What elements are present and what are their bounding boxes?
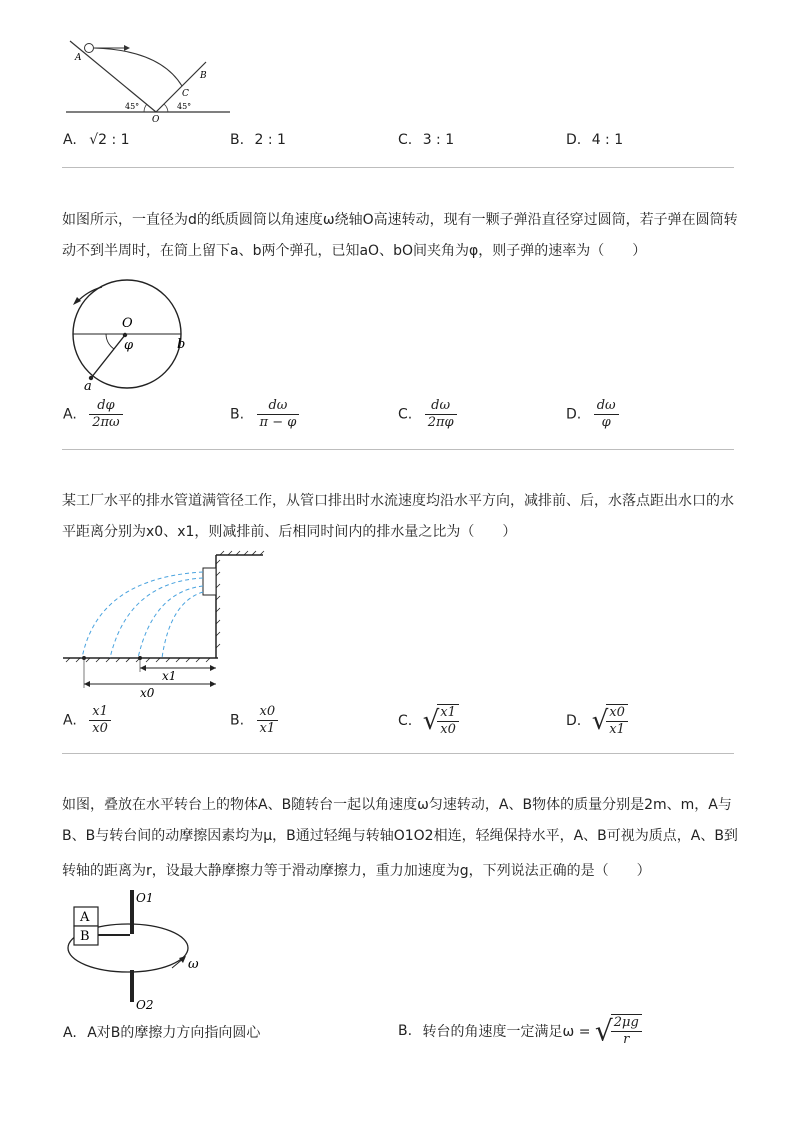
option-a[interactable]	[63, 398, 123, 431]
numerator: dφ	[89, 398, 122, 415]
question-text: 如图，叠放在水平转台上的物体A、B随转台一起以角速度ω匀速转动，A、B物体的质量分别是2m、m，A与	[62, 797, 732, 813]
question-text: 动不到半周时，在筒上留下a、b两个弹孔，已知aO、bO间夹角为φ，则子弹的速率为（ ）	[62, 243, 647, 259]
numerator: x0	[606, 705, 628, 722]
label-x0: x0	[140, 686, 155, 700]
trajectory	[94, 48, 182, 86]
label-A: A	[80, 910, 90, 925]
label-C: C	[182, 89, 189, 99]
numerator: dω	[425, 398, 457, 415]
divider	[62, 753, 734, 754]
angle-right-label: 45°	[177, 102, 192, 111]
option-letter: D.	[566, 406, 582, 423]
lower-shaft	[130, 970, 134, 1002]
upper-shaft	[130, 890, 134, 934]
denominator: φ	[601, 415, 611, 430]
pipe-outlet	[203, 568, 216, 595]
option-c[interactable]	[398, 704, 459, 738]
label-O: O	[122, 316, 133, 331]
denominator: x1	[609, 722, 625, 737]
option-a[interactable]	[63, 1022, 260, 1042]
numerator: x0	[257, 704, 279, 721]
numerator: x1	[437, 705, 459, 722]
sqrt-sign: √	[594, 1014, 613, 1048]
sqrt-sign: √	[591, 706, 609, 736]
denominator: x1	[259, 721, 276, 736]
option-letter: D.	[566, 713, 582, 729]
water-streams	[82, 572, 203, 658]
label-x1: x1	[162, 669, 177, 683]
label-O: O	[152, 115, 160, 125]
option-c[interactable]	[398, 398, 457, 431]
cylinder-figure	[62, 274, 197, 394]
option-letter: B.	[230, 132, 245, 148]
option-a[interactable]	[63, 132, 130, 148]
option-text: 2 : 1	[254, 132, 286, 148]
option-letter: C.	[398, 713, 413, 729]
left-incline	[70, 41, 156, 112]
fraction	[594, 398, 619, 431]
denominator: π − φ	[259, 415, 297, 430]
numerator: 2μg	[611, 1015, 642, 1032]
question-text: 某工厂水平的排水管道满管径工作，从管口排出时水流速度均沿水平方向，减排前、后，水落点距出水口的水	[62, 493, 734, 509]
numerator: dω	[594, 398, 619, 415]
label-O2: O2	[136, 998, 154, 1012]
denominator: 2πω	[92, 415, 120, 430]
option-letter: C.	[398, 132, 413, 148]
denominator: x0	[440, 722, 456, 737]
option-letter: A.	[63, 712, 77, 729]
option-letter: A.	[63, 1025, 77, 1041]
fraction	[606, 704, 628, 738]
question-text: 如图所示，一直径为d的纸质圆筒以角速度ω绕轴O高速转动，现有一颗子弹沿直径穿过圆筒，若子弹在圆筒转	[62, 212, 738, 228]
option-letter: A.	[63, 132, 77, 148]
option-text: A对B的摩擦力方向指向圆心	[87, 1025, 261, 1041]
numerator: dω	[257, 398, 300, 415]
option-letter: B.	[230, 712, 245, 729]
option-letter: D.	[566, 132, 582, 148]
divider	[62, 167, 734, 168]
drain-figure	[58, 550, 268, 700]
label-phi: φ	[124, 338, 134, 353]
label-b: b	[177, 337, 186, 352]
angle-arc	[106, 334, 114, 349]
option-letter: B.	[230, 406, 245, 423]
denominator: x0	[92, 721, 108, 736]
center-point	[123, 333, 127, 337]
option-text: 转台的角速度一定满足ω =	[422, 1024, 591, 1040]
fraction	[257, 398, 300, 431]
label-B: B	[80, 929, 90, 944]
option-letter: A.	[63, 406, 77, 423]
fraction	[425, 398, 457, 431]
sqrt-value: √2	[89, 132, 108, 148]
angle-left-label: 45°	[125, 102, 140, 111]
sqrt-sign: √	[422, 706, 440, 736]
option-text: : 1	[107, 132, 130, 148]
option-letter: C.	[398, 406, 413, 423]
incline-figure	[60, 36, 235, 126]
label-B: B	[200, 71, 207, 81]
option-d[interactable]	[566, 398, 619, 431]
option-d[interactable]	[566, 132, 623, 148]
fraction	[257, 704, 279, 737]
denominator: r	[623, 1032, 630, 1047]
option-text: 3 : 1	[422, 132, 455, 148]
label-O1: O1	[136, 891, 154, 905]
question-text: B、B与转台间的动摩擦因素均为μ，B通过轻绳与转轴O1O2相连，轻绳保持水平，A、B可视为质点，A、B到	[62, 828, 738, 844]
option-text: 4 : 1	[591, 132, 624, 148]
fraction	[89, 398, 122, 431]
option-d[interactable]	[566, 704, 628, 738]
option-letter: B.	[398, 1023, 413, 1039]
label-omega: ω	[188, 957, 199, 972]
fraction	[437, 704, 459, 738]
option-b[interactable]	[230, 398, 299, 431]
option-c[interactable]	[398, 132, 454, 148]
fraction	[89, 704, 111, 737]
numerator: x1	[89, 704, 111, 721]
option-a[interactable]	[63, 704, 111, 737]
option-b[interactable]	[230, 704, 278, 737]
option-b[interactable]	[398, 1014, 642, 1048]
label-A: A	[75, 53, 82, 63]
ball	[85, 44, 94, 53]
option-b[interactable]	[230, 132, 286, 148]
denominator: 2πφ	[427, 415, 454, 430]
label-a: a	[84, 379, 92, 394]
question-text: 平距离分别为x0、x1，则减排前、后相同时间内的排水量之比为（ ）	[62, 524, 517, 540]
divider	[62, 449, 734, 450]
question-text: 转轴的距离为r，设最大静摩擦力等于滑动摩擦力，重力加速度为g，下列说法正确的是（ ）	[62, 863, 651, 879]
turntable-figure	[64, 888, 224, 1013]
fraction	[611, 1014, 642, 1048]
